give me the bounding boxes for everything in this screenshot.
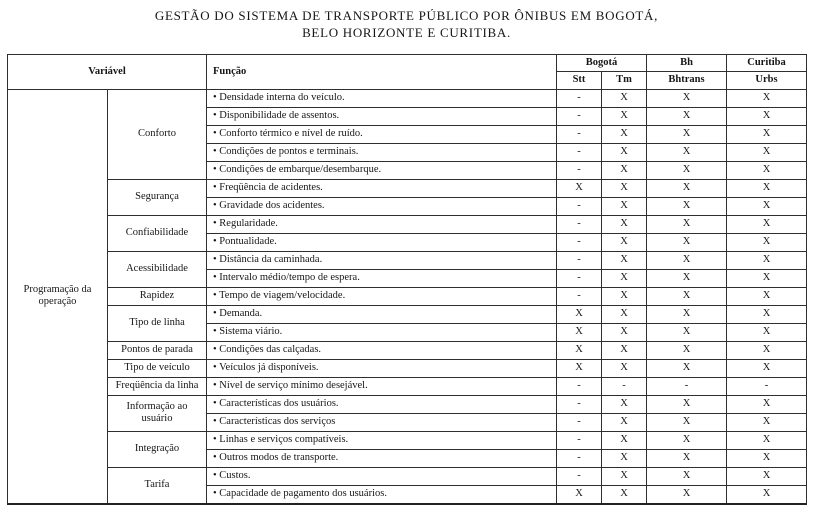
funcao-cell: • Condições de embarque/desembarque. xyxy=(207,161,557,179)
funcao-cell: • Características dos usuários. xyxy=(207,395,557,413)
value-cell-bhtrans: - xyxy=(647,377,727,395)
funcao-cell: • Pontualidade. xyxy=(207,233,557,251)
value-cell-bhtrans: X xyxy=(647,215,727,233)
value-cell-tm: - xyxy=(602,377,647,395)
value-cell-tm: X xyxy=(602,287,647,305)
funcao-cell: • Demanda. xyxy=(207,305,557,323)
value-cell-bhtrans: X xyxy=(647,107,727,125)
value-cell-urbs: X xyxy=(727,359,807,377)
document-title xyxy=(7,8,806,42)
value-cell-bhtrans: X xyxy=(647,431,727,449)
subcategory-cell: Rapidez xyxy=(108,287,207,305)
value-cell-stt: X xyxy=(557,341,602,359)
value-cell-urbs: X xyxy=(727,125,807,143)
subcategory-cell: Segurança xyxy=(108,179,207,215)
value-cell-tm: X xyxy=(602,161,647,179)
value-cell-urbs: X xyxy=(727,485,807,504)
value-cell-urbs: X xyxy=(727,161,807,179)
value-cell-stt: X xyxy=(557,305,602,323)
value-cell-bhtrans: X xyxy=(647,413,727,431)
value-cell-bhtrans: X xyxy=(647,197,727,215)
table-body xyxy=(8,89,807,504)
value-cell-stt: - xyxy=(557,107,602,125)
table-row xyxy=(8,215,807,233)
value-cell-urbs: X xyxy=(727,449,807,467)
subcategory-cell: Tipo de veículo xyxy=(108,359,207,377)
header-curitiba: Curitiba xyxy=(727,54,807,72)
main-category-cell: Programação da operação xyxy=(8,89,108,504)
value-cell-tm: X xyxy=(602,323,647,341)
value-cell-tm: X xyxy=(602,269,647,287)
subcategory-cell: Freqüência da linha xyxy=(108,377,207,395)
value-cell-bhtrans: X xyxy=(647,161,727,179)
value-cell-tm: X xyxy=(602,413,647,431)
value-cell-stt: X xyxy=(557,359,602,377)
header-row-1 xyxy=(8,54,807,72)
value-cell-stt: - xyxy=(557,431,602,449)
subcategory-cell: Informação ao usuário xyxy=(108,395,207,431)
value-cell-bhtrans: X xyxy=(647,467,727,485)
value-cell-bhtrans: X xyxy=(647,449,727,467)
value-cell-tm: X xyxy=(602,125,647,143)
funcao-cell: • Intervalo médio/tempo de espera. xyxy=(207,269,557,287)
funcao-cell: • Conforto térmico e nível de ruído. xyxy=(207,125,557,143)
value-cell-stt: - xyxy=(557,143,602,161)
value-cell-bhtrans: X xyxy=(647,305,727,323)
header-bh: Bh xyxy=(647,54,727,72)
header-bhtrans: Bhtrans xyxy=(647,72,727,90)
table-row xyxy=(8,287,807,305)
value-cell-urbs: X xyxy=(727,341,807,359)
subcategory-cell: Acessibilidade xyxy=(108,251,207,287)
value-cell-bhtrans: X xyxy=(647,179,727,197)
funcao-cell: • Freqüência de acidentes. xyxy=(207,179,557,197)
header-variavel: Variável xyxy=(8,54,207,89)
header-urbs: Urbs xyxy=(727,72,807,90)
value-cell-bhtrans: X xyxy=(647,341,727,359)
funcao-cell: • Condições das calçadas. xyxy=(207,341,557,359)
value-cell-urbs: X xyxy=(727,179,807,197)
value-cell-tm: X xyxy=(602,431,647,449)
value-cell-urbs: X xyxy=(727,89,807,107)
table-row xyxy=(8,305,807,323)
value-cell-stt: - xyxy=(557,233,602,251)
table-header xyxy=(8,54,807,89)
funcao-cell: • Gravidade dos acidentes. xyxy=(207,197,557,215)
value-cell-stt: - xyxy=(557,467,602,485)
table-row xyxy=(8,179,807,197)
value-cell-urbs: X xyxy=(727,197,807,215)
funcao-cell: • Características dos serviços xyxy=(207,413,557,431)
value-cell-urbs: X xyxy=(727,215,807,233)
funcao-cell: • Tempo de viagem/velocidade. xyxy=(207,287,557,305)
value-cell-urbs: - xyxy=(727,377,807,395)
funcao-cell: • Regularidade. xyxy=(207,215,557,233)
value-cell-bhtrans: X xyxy=(647,269,727,287)
value-cell-tm: X xyxy=(602,89,647,107)
subcategory-cell: Pontos de parada xyxy=(108,341,207,359)
funcao-cell: • Condições de pontos e terminais. xyxy=(207,143,557,161)
funcao-cell: • Disponibilidade de assentos. xyxy=(207,107,557,125)
value-cell-stt: - xyxy=(557,413,602,431)
value-cell-bhtrans: X xyxy=(647,359,727,377)
value-cell-tm: X xyxy=(602,395,647,413)
subcategory-cell: Tarifa xyxy=(108,467,207,504)
value-cell-stt: X xyxy=(557,179,602,197)
value-cell-bhtrans: X xyxy=(647,89,727,107)
value-cell-urbs: X xyxy=(727,107,807,125)
value-cell-stt: - xyxy=(557,377,602,395)
value-cell-urbs: X xyxy=(727,233,807,251)
value-cell-urbs: X xyxy=(727,431,807,449)
value-cell-bhtrans: X xyxy=(647,323,727,341)
value-cell-tm: X xyxy=(602,215,647,233)
transport-management-table xyxy=(7,54,807,505)
value-cell-tm: X xyxy=(602,197,647,215)
subcategory-cell: Integração xyxy=(108,431,207,467)
value-cell-stt: - xyxy=(557,215,602,233)
table-row xyxy=(8,377,807,395)
header-funcao: Função xyxy=(207,54,557,89)
value-cell-bhtrans: X xyxy=(647,485,727,504)
value-cell-stt: - xyxy=(557,449,602,467)
value-cell-tm: X xyxy=(602,341,647,359)
title-line-1: GESTÃO DO SISTEMA DE TRANSPORTE PÚBLICO POR ÔNIBUS EM BOGOTÁ, xyxy=(154,8,659,23)
value-cell-tm: X xyxy=(602,233,647,251)
value-cell-stt: - xyxy=(557,161,602,179)
value-cell-urbs: X xyxy=(727,395,807,413)
value-cell-stt: - xyxy=(557,197,602,215)
value-cell-urbs: X xyxy=(727,287,807,305)
value-cell-urbs: X xyxy=(727,269,807,287)
table-row xyxy=(8,341,807,359)
table-row xyxy=(8,395,807,413)
table-row xyxy=(8,89,807,107)
value-cell-tm: X xyxy=(602,449,647,467)
value-cell-tm: X xyxy=(602,359,647,377)
table-row xyxy=(8,359,807,377)
value-cell-urbs: X xyxy=(727,305,807,323)
value-cell-urbs: X xyxy=(727,323,807,341)
funcao-cell: • Linhas e serviços compatíveis. xyxy=(207,431,557,449)
value-cell-stt: X xyxy=(557,323,602,341)
value-cell-stt: - xyxy=(557,251,602,269)
value-cell-tm: X xyxy=(602,179,647,197)
subcategory-cell: Conforto xyxy=(108,89,207,179)
title-line-2: BELO HORIZONTE E CURITIBA. xyxy=(302,24,511,40)
value-cell-stt: - xyxy=(557,287,602,305)
funcao-cell: • Capacidade de pagamento dos usuários. xyxy=(207,485,557,504)
value-cell-tm: X xyxy=(602,251,647,269)
value-cell-stt: - xyxy=(557,125,602,143)
funcao-cell: • Sistema viário. xyxy=(207,323,557,341)
subcategory-cell: Tipo de linha xyxy=(108,305,207,341)
value-cell-urbs: X xyxy=(727,413,807,431)
value-cell-bhtrans: X xyxy=(647,395,727,413)
table-row xyxy=(8,251,807,269)
value-cell-bhtrans: X xyxy=(647,233,727,251)
value-cell-tm: X xyxy=(602,467,647,485)
funcao-cell: • Nível de serviço mínimo desejável. xyxy=(207,377,557,395)
value-cell-stt: - xyxy=(557,395,602,413)
funcao-cell: • Outros modos de transporte. xyxy=(207,449,557,467)
header-tm: Tm xyxy=(602,72,647,90)
value-cell-tm: X xyxy=(602,107,647,125)
funcao-cell: • Veículos já disponíveis. xyxy=(207,359,557,377)
value-cell-urbs: X xyxy=(727,143,807,161)
funcao-cell: • Custos. xyxy=(207,467,557,485)
table-row xyxy=(8,431,807,449)
value-cell-bhtrans: X xyxy=(647,143,727,161)
value-cell-urbs: X xyxy=(727,467,807,485)
header-stt: Stt xyxy=(557,72,602,90)
value-cell-tm: X xyxy=(602,143,647,161)
funcao-cell: • Distância da caminhada. xyxy=(207,251,557,269)
value-cell-tm: X xyxy=(602,485,647,504)
value-cell-stt: X xyxy=(557,485,602,504)
value-cell-bhtrans: X xyxy=(647,287,727,305)
value-cell-tm: X xyxy=(602,305,647,323)
value-cell-stt: - xyxy=(557,89,602,107)
value-cell-stt: - xyxy=(557,269,602,287)
value-cell-bhtrans: X xyxy=(647,125,727,143)
funcao-cell: • Densidade interna do veículo. xyxy=(207,89,557,107)
subcategory-cell: Confiabilidade xyxy=(108,215,207,251)
value-cell-urbs: X xyxy=(727,251,807,269)
value-cell-bhtrans: X xyxy=(647,251,727,269)
header-bogota: Bogotá xyxy=(557,54,647,72)
